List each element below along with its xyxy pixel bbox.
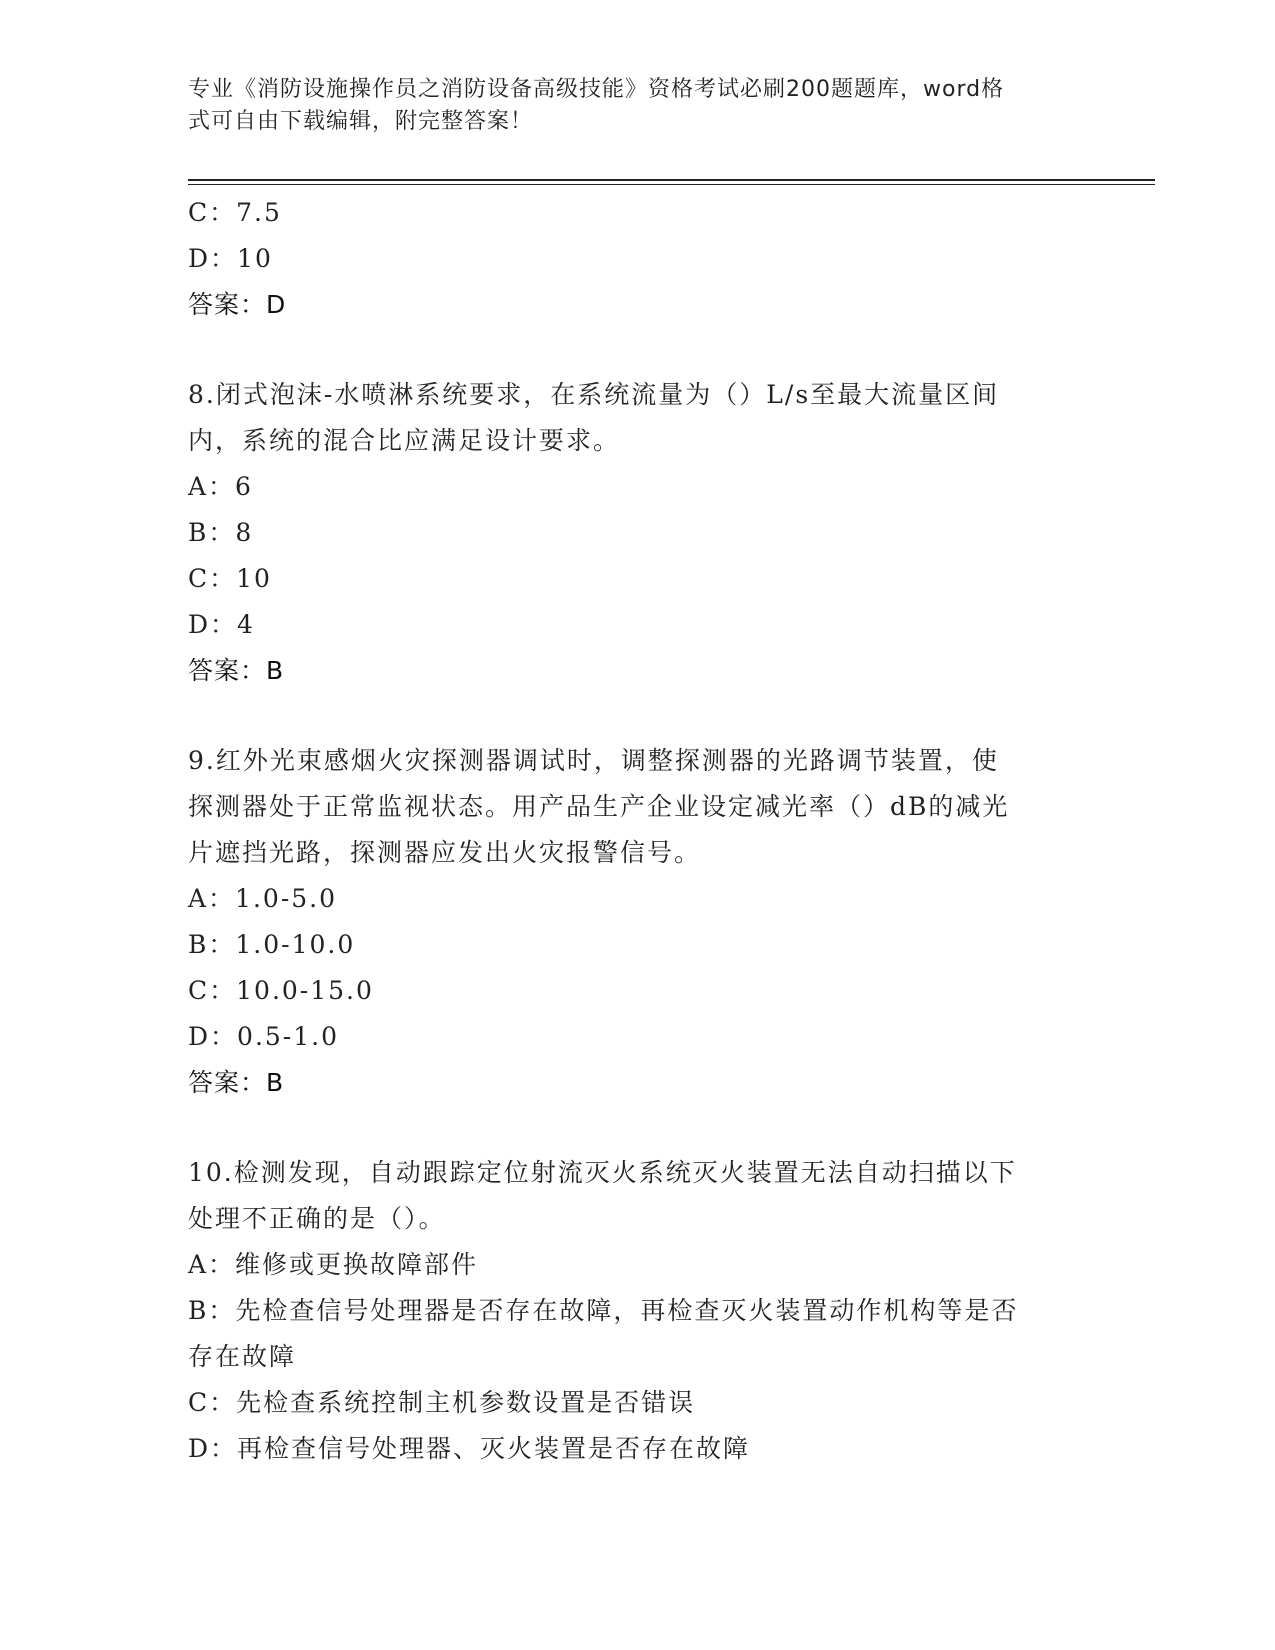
q10-stem-line-1: 10.检测发现，自动跟踪定位射流灭火系统灭火装置无法自动扫描以下 <box>188 1158 1017 1187</box>
q9-option-c: C：10.0-15.0 <box>188 976 374 1005</box>
header-line-2: 式可自由下载编辑，附完整答案！ <box>188 109 534 134</box>
q10-option-b-line-2: 存在故障 <box>188 1342 297 1371</box>
q9-stem-line-2: 探测器处于正常监视状态。用产品生产企业设定减光率（）dB的减光 <box>188 792 1010 821</box>
q9-option-d: D：0.5-1.0 <box>188 1022 340 1051</box>
page-header <box>188 74 1068 138</box>
q10-option-a: A：维修或更换故障部件 <box>188 1250 479 1279</box>
q9-stem-line-3: 片遮挡光路，探测器应发出火灾报警信号。 <box>188 838 702 867</box>
header-line-1: 专业《消防设施操作员之消防设备高级技能》资格考试必刷200题题库，word格 <box>188 77 1005 102</box>
question-content <box>188 190 1088 1472</box>
q9-option-b: B：1.0-10.0 <box>188 930 356 959</box>
q9-answer: 答案：B <box>188 1068 285 1097</box>
q8-option-b: B：8 <box>188 518 254 547</box>
q9-stem-line-1: 9.红外光束感烟火灾探测器调试时，调整探测器的光路调节装置，使 <box>188 746 999 775</box>
q8-stem-line-2: 内，系统的混合比应满足设计要求。 <box>188 426 621 455</box>
question-9-block <box>188 738 1088 1106</box>
q8-option-d: D：4 <box>188 610 255 639</box>
spacer <box>188 328 1088 372</box>
q10-option-b-line-1: B：先检查信号处理器是否存在故障，再检查灭火装置动作机构等是否 <box>188 1296 1019 1325</box>
header-rule-thick <box>188 179 1155 181</box>
q9-option-a: A：1.0-5.0 <box>188 884 338 913</box>
q8-answer: 答案：B <box>188 656 285 685</box>
q8-option-a: A：6 <box>188 472 253 501</box>
q7-option-d: D：10 <box>188 244 273 273</box>
question-7-block <box>188 190 1088 328</box>
spacer <box>188 1106 1088 1150</box>
q10-option-d: D：再检查信号处理器、灭火装置是否存在故障 <box>188 1434 751 1463</box>
q8-option-c: C：10 <box>188 564 272 593</box>
question-8-block <box>188 372 1088 694</box>
q7-option-c: C：7.5 <box>188 198 282 227</box>
header-rule-thin <box>188 184 1155 185</box>
q7-answer: 答案：D <box>188 290 287 319</box>
q8-stem-line-1: 8.闭式泡沫-水喷淋系统要求，在系统流量为（）L/s至最大流量区间 <box>188 380 1000 409</box>
question-10-block <box>188 1150 1088 1472</box>
q10-stem-line-2: 处理不正确的是（）。 <box>188 1204 446 1233</box>
q10-option-c: C：先检查系统控制主机参数设置是否错误 <box>188 1388 696 1417</box>
spacer <box>188 694 1088 738</box>
